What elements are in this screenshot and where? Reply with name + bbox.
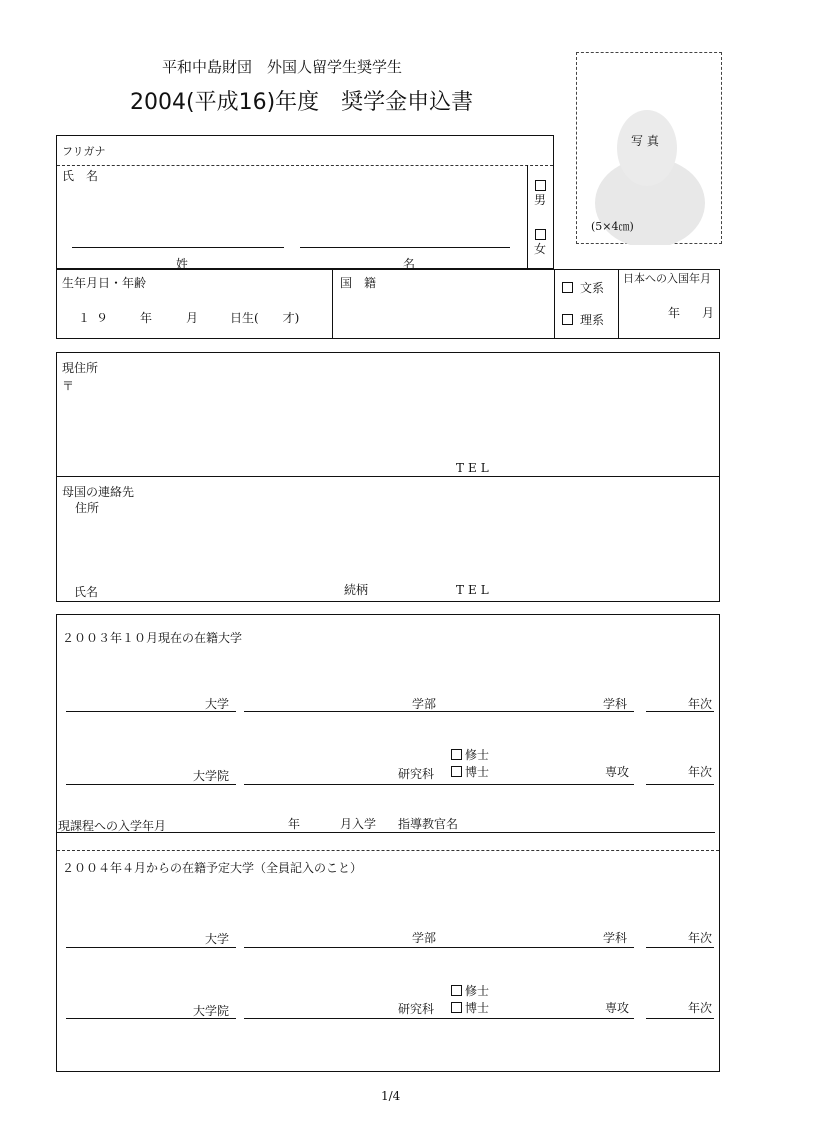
future-doctor-checkbox[interactable] (451, 1002, 462, 1013)
current-master-label: 修士 (465, 748, 490, 762)
entry-month-label: 月 (702, 306, 715, 320)
future-faculty-label: 学部 (412, 931, 437, 945)
future-master-checkbox[interactable] (451, 985, 462, 996)
entry-year-label: 年 (668, 306, 681, 320)
current-major-label: 専攻 (605, 765, 630, 779)
current-department-label: 学科 (603, 697, 628, 711)
advisor-label: 指導教官名 (398, 817, 459, 831)
birth-year-prefix: １９ (78, 311, 115, 325)
given-name-label: 名 (403, 257, 416, 271)
nationality-divider (554, 269, 555, 339)
birth-row-box (56, 269, 720, 339)
future-grad-school-label: 大学院 (193, 1004, 230, 1018)
future-research-line[interactable] (244, 1018, 634, 1019)
future-grad-school-line[interactable] (66, 1018, 236, 1019)
current-grade2-label: 年次 (688, 765, 713, 779)
home-name-label: 氏名 (74, 585, 99, 599)
address-box (56, 352, 720, 602)
postal-mark: 〒 (62, 379, 75, 393)
field-divider (618, 269, 619, 339)
tel-label-current: TEL (456, 461, 493, 475)
given-name-line[interactable] (300, 247, 510, 248)
future-school-heading: ２００４年４月からの在籍予定大学（全員記入のこと） (62, 861, 363, 875)
current-grade2-line[interactable] (646, 784, 714, 785)
humanities-checkbox[interactable] (562, 282, 573, 293)
current-doctor-option[interactable] (451, 766, 489, 778)
sciences-label: 理系 (580, 313, 605, 327)
current-master-option[interactable] (451, 749, 489, 761)
current-grad-school-line[interactable] (66, 784, 236, 785)
future-master-label: 修士 (465, 984, 490, 998)
future-doctor-option[interactable] (451, 1002, 489, 1014)
current-school-heading: ２００３年１０月現在の在籍大学 (62, 631, 243, 645)
current-research-label: 研究科 (398, 767, 435, 781)
current-university-label: 大学 (205, 697, 230, 711)
future-grade-line[interactable] (646, 947, 714, 948)
humanities-label: 文系 (580, 281, 605, 295)
home-contact-label: 母国の連絡先 (62, 485, 135, 499)
female-checkbox[interactable] (535, 229, 546, 240)
birth-day-age-label: 日生( 才) (230, 311, 300, 325)
form-subtitle: 平和中島財団 外国人留学生奨学生 (162, 58, 403, 76)
home-address-label: 住所 (75, 501, 100, 515)
current-grade-line[interactable] (646, 711, 714, 712)
portrait-silhouette (577, 53, 723, 245)
future-faculty-line[interactable] (244, 947, 634, 948)
current-grad-school-label: 大学院 (193, 769, 230, 783)
birth-age-label: 生年月日・年齢 (62, 276, 147, 290)
sciences-checkbox[interactable] (562, 314, 573, 325)
entry-date-label: 日本への入国年月 (623, 272, 711, 285)
future-grade2-label: 年次 (688, 1001, 713, 1015)
personal-info-box (56, 135, 554, 269)
current-doctor-label: 博士 (465, 765, 490, 779)
surname-label: 姓 (176, 257, 189, 271)
current-faculty-line[interactable] (244, 711, 634, 712)
future-master-option[interactable] (451, 985, 489, 997)
furigana-label: フリガナ (62, 145, 106, 158)
enrollment-label: 現課程への入学年月 (58, 819, 167, 833)
current-address-label: 現住所 (62, 361, 99, 375)
current-doctor-checkbox[interactable] (451, 766, 462, 777)
furigana-divider (57, 165, 553, 166)
tel-label-home: TEL (456, 583, 493, 597)
enrollment-month-label: 月入学 (340, 817, 377, 831)
current-research-line[interactable] (244, 784, 634, 785)
relation-label: 続柄 (344, 583, 369, 597)
school-divider (57, 850, 719, 851)
surname-line[interactable] (72, 247, 284, 248)
current-faculty-label: 学部 (412, 697, 437, 711)
future-major-label: 専攻 (605, 1001, 630, 1015)
future-doctor-label: 博士 (465, 1001, 490, 1015)
birth-divider (332, 269, 333, 339)
future-university-label: 大学 (205, 932, 230, 946)
page-number: 1/4 (381, 1089, 401, 1103)
address-divider (57, 476, 719, 477)
future-grade2-line[interactable] (646, 1018, 714, 1019)
name-label: 氏 名 (62, 169, 99, 183)
current-grade-label: 年次 (688, 697, 713, 711)
future-research-label: 研究科 (398, 1002, 435, 1016)
gender-divider (527, 165, 528, 269)
birth-month-label: 月 (186, 311, 199, 325)
enrollment-year-label: 年 (288, 817, 301, 831)
future-department-label: 学科 (603, 931, 628, 945)
male-checkbox[interactable] (535, 180, 546, 191)
female-label: 女 (534, 242, 547, 256)
current-university-line[interactable] (66, 711, 236, 712)
future-university-line[interactable] (66, 947, 236, 948)
photo-size: (5×4㎝) (591, 220, 634, 233)
form-title: 2004(平成16)年度 奨学金申込書 (130, 90, 474, 115)
photo-box (576, 52, 722, 244)
male-label: 男 (534, 193, 547, 207)
photo-label: 写 真 (631, 134, 659, 148)
current-master-checkbox[interactable] (451, 749, 462, 760)
nationality-label: 国 籍 (340, 276, 377, 290)
birth-year-label: 年 (140, 311, 153, 325)
future-grade-label: 年次 (688, 931, 713, 945)
